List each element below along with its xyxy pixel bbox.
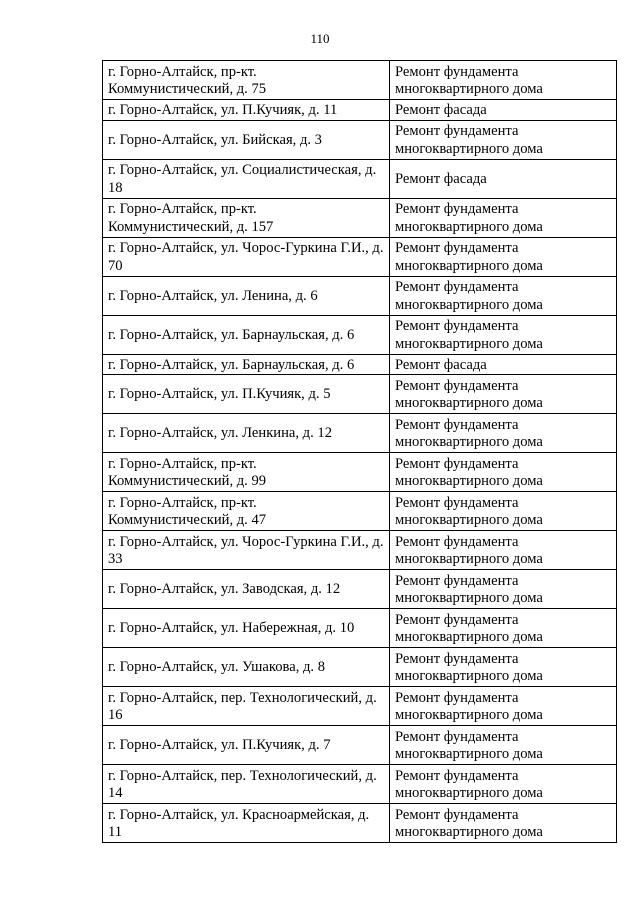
address-cell: г. Горно-Алтайск, ул. Бийская, д. 3	[103, 120, 390, 159]
table-row	[103, 276, 617, 315]
address-cell: г. Горно-Алтайск, пр-кт. Коммунистический, д. 47	[103, 492, 390, 531]
work-type-cell: Ремонт фасада	[390, 159, 617, 198]
address-cell: г. Горно-Алтайск, пр-кт. Коммунистический, д. 75	[103, 61, 390, 100]
work-type-cell: Ремонт фундамента многоквартирного дома	[390, 531, 617, 570]
work-type-cell: Ремонт фундамента многоквартирного дома	[390, 726, 617, 765]
address-cell: г. Горно-Алтайск, ул. П.Кучияк, д. 7	[103, 726, 390, 765]
address-cell: г. Горно-Алтайск, ул. Ленина, д. 6	[103, 276, 390, 315]
work-type-cell: Ремонт фундамента многоквартирного дома	[390, 61, 617, 100]
address-cell: г. Горно-Алтайск, пер. Технологический, д. 16	[103, 687, 390, 726]
table-row	[103, 453, 617, 492]
work-type-cell: Ремонт фундамента многоквартирного дома	[390, 570, 617, 609]
address-cell: г. Горно-Алтайск, ул. Ушакова, д. 8	[103, 648, 390, 687]
work-type-cell: Ремонт фундамента многоквартирного дома	[390, 648, 617, 687]
table-row	[103, 414, 617, 453]
table-row	[103, 375, 617, 414]
address-cell: г. Горно-Алтайск, ул. Барнаульская, д. 6	[103, 315, 390, 354]
work-type-cell: Ремонт фундамента многоквартирного дома	[390, 120, 617, 159]
table-row	[103, 159, 617, 198]
table-row	[103, 354, 617, 375]
page-number: 110	[310, 31, 330, 46]
work-type-cell: Ремонт фундамента многоквартирного дома	[390, 492, 617, 531]
address-cell: г. Горно-Алтайск, ул. Заводская, д. 12	[103, 570, 390, 609]
table-row	[103, 492, 617, 531]
table-row	[103, 726, 617, 765]
work-type-cell: Ремонт фундамента многоквартирного дома	[390, 414, 617, 453]
work-type-cell: Ремонт фундамента многоквартирного дома	[390, 609, 617, 648]
work-type-cell: Ремонт фасада	[390, 354, 617, 375]
table-row	[103, 765, 617, 804]
table-row	[103, 648, 617, 687]
address-cell: г. Горно-Алтайск, ул. Барнаульская, д. 6	[103, 354, 390, 375]
address-cell: г. Горно-Алтайск, пр-кт. Коммунистический, д. 157	[103, 198, 390, 237]
address-cell: г. Горно-Алтайск, ул. Красноармейская, д. 11	[103, 804, 390, 843]
table-row	[103, 100, 617, 121]
address-cell: г. Горно-Алтайск, пр-кт. Коммунистический, д. 99	[103, 453, 390, 492]
address-cell: г. Горно-Алтайск, пер. Технологический, д. 14	[103, 765, 390, 804]
table-row	[103, 687, 617, 726]
work-type-cell: Ремонт фасада	[390, 100, 617, 121]
table-row	[103, 120, 617, 159]
work-type-cell: Ремонт фундамента многоквартирного дома	[390, 687, 617, 726]
address-cell: г. Горно-Алтайск, ул. П.Кучияк, д. 5	[103, 375, 390, 414]
work-type-cell: Ремонт фундамента многоквартирного дома	[390, 276, 617, 315]
address-cell: г. Горно-Алтайск, ул. Ленкина, д. 12	[103, 414, 390, 453]
work-type-cell: Ремонт фундамента многоквартирного дома	[390, 804, 617, 843]
table-row	[103, 609, 617, 648]
work-type-cell: Ремонт фундамента многоквартирного дома	[390, 765, 617, 804]
work-type-cell: Ремонт фундамента многоквартирного дома	[390, 375, 617, 414]
table-row	[103, 198, 617, 237]
address-cell: г. Горно-Алтайск, ул. Чорос-Гуркина Г.И., д. 70	[103, 237, 390, 276]
table-row	[103, 531, 617, 570]
table-row	[103, 315, 617, 354]
address-cell: г. Горно-Алтайск, ул. Чорос-Гуркина Г.И., д. 33	[103, 531, 390, 570]
works-table	[102, 60, 617, 843]
table-row	[103, 237, 617, 276]
work-type-cell: Ремонт фундамента многоквартирного дома	[390, 315, 617, 354]
address-cell: г. Горно-Алтайск, ул. Набережная, д. 10	[103, 609, 390, 648]
table-row	[103, 570, 617, 609]
work-type-cell: Ремонт фундамента многоквартирного дома	[390, 453, 617, 492]
work-type-cell: Ремонт фундамента многоквартирного дома	[390, 237, 617, 276]
work-type-cell: Ремонт фундамента многоквартирного дома	[390, 198, 617, 237]
table-row	[103, 804, 617, 843]
address-cell: г. Горно-Алтайск, ул. П.Кучияк, д. 11	[103, 100, 390, 121]
table-row	[103, 61, 617, 100]
address-cell: г. Горно-Алтайск, ул. Социалистическая, д. 18	[103, 159, 390, 198]
